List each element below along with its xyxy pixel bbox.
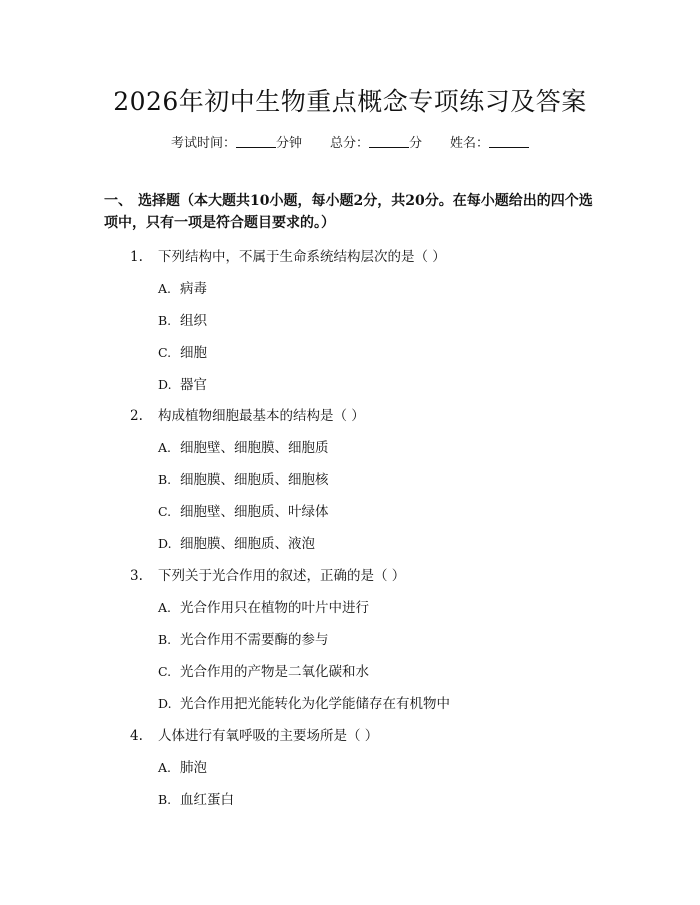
option-letter: B. <box>158 792 172 807</box>
section-heading <box>104 190 604 234</box>
option-text: 细胞壁、细胞质、叶绿体 <box>180 504 329 520</box>
option-text: 组织 <box>180 313 207 329</box>
option-letter: A. <box>158 440 172 455</box>
option-letter: B. <box>158 632 172 647</box>
option-text: 肺泡 <box>180 760 207 776</box>
option-3d <box>158 692 450 712</box>
question-text: 人体进行有氧呼吸的主要场所是（ ） <box>158 728 379 744</box>
option-2d <box>158 532 315 552</box>
option-letter: B. <box>158 472 172 487</box>
option-letter: D. <box>158 696 172 711</box>
question-number: 2. <box>130 408 143 424</box>
option-1c <box>158 341 207 361</box>
option-1d <box>158 373 207 393</box>
section-number: 一、 <box>104 193 132 209</box>
option-2a <box>158 436 329 456</box>
option-text: 细胞膜、细胞质、细胞核 <box>180 472 329 488</box>
option-letter: C. <box>158 664 172 679</box>
option-letter: B. <box>158 313 172 328</box>
score-unit: 分 <box>409 136 423 151</box>
option-2b <box>158 468 329 488</box>
question-number: 3. <box>130 568 143 584</box>
question-3 <box>130 564 405 584</box>
option-3a <box>158 596 369 616</box>
option-4b <box>158 788 234 808</box>
option-letter: C. <box>158 345 172 360</box>
question-4 <box>130 724 378 744</box>
question-text: 下列关于光合作用的叙述，正确的是（ ） <box>158 568 406 584</box>
option-text: 细胞 <box>180 345 207 361</box>
question-1 <box>130 245 446 265</box>
option-letter: C. <box>158 504 172 519</box>
score-blank <box>369 135 409 148</box>
section-text: 选择题（本大题共10小题，每小题2分，共20分。在每小题给出的四个选项中，只有一项是符合题目要求的。） <box>104 193 593 231</box>
option-1a <box>158 277 207 297</box>
option-text: 光合作用把光能转化为化学能储存在有机物中 <box>180 696 450 712</box>
option-text: 光合作用只在植物的叶片中进行 <box>180 600 369 616</box>
time-label: 考试时间： <box>170 136 236 151</box>
option-text: 血红蛋白 <box>180 792 234 808</box>
time-unit: 分钟 <box>275 136 302 151</box>
option-4a <box>158 756 207 776</box>
option-letter: D. <box>158 377 172 392</box>
question-text: 构成植物细胞最基本的结构是（ ） <box>158 408 365 424</box>
option-text: 细胞膜、细胞质、液泡 <box>180 536 315 552</box>
option-text: 器官 <box>180 377 207 393</box>
option-text: 细胞壁、细胞膜、细胞质 <box>180 440 329 456</box>
score-label: 总分： <box>329 136 369 151</box>
option-letter: A. <box>158 600 172 615</box>
option-letter: D. <box>158 536 172 551</box>
page-title: 2026年初中生物重点概念专项练习及答案 <box>113 87 587 116</box>
name-label: 姓名： <box>450 136 490 151</box>
option-3c <box>158 660 369 680</box>
question-number: 1. <box>130 249 143 265</box>
option-1b <box>158 309 207 329</box>
option-letter: A. <box>158 760 172 775</box>
question-2 <box>130 404 365 424</box>
name-blank <box>489 135 529 148</box>
question-number: 4. <box>130 728 143 744</box>
exam-meta-line <box>0 132 700 151</box>
option-text: 光合作用的产物是二氧化碳和水 <box>180 664 369 680</box>
option-text: 病毒 <box>180 281 207 297</box>
option-2c <box>158 500 329 520</box>
option-text: 光合作用不需要酶的参与 <box>180 632 329 648</box>
option-3b <box>158 628 329 648</box>
option-letter: A. <box>158 281 172 296</box>
time-blank <box>236 135 276 148</box>
question-text: 下列结构中，不属于生命系统结构层次的是（ ） <box>158 249 446 265</box>
